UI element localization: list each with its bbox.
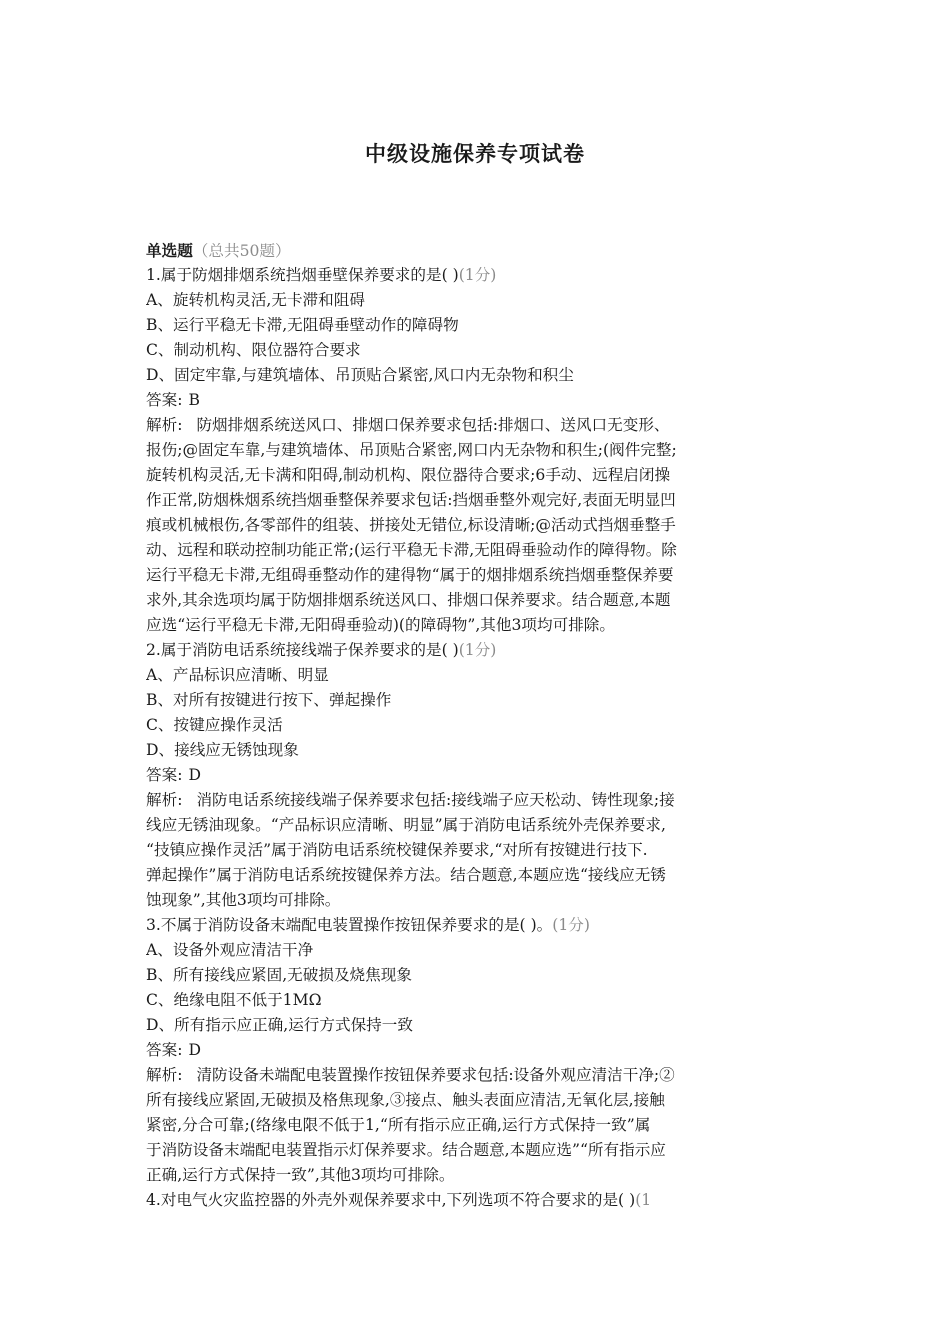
option-a: A、产品标识应清晰、明显 [146,666,329,684]
answer-label: 答案: [146,391,183,409]
analysis-line: 蚀现象”,其他3项均可排除。 [146,891,341,909]
option-b: B、对所有按键进行按下、弹起操作 [146,691,392,709]
question-stem-text: 1.属于防烟排烟系统挡烟垂壁保养要求的是( ) [146,266,459,284]
analysis-line: 运行平稳无卡滞,无组碍垂整动作的建得物“属于的烟排烟系统挡烟垂整保养要 [146,566,674,584]
option-b: B、所有接线应紧固,无破损及烧焦现象 [146,966,412,984]
option-c: C、绝缘电阻不低于1MΩ [146,991,322,1009]
option-c: C、制动机构、限位器符合要求 [146,341,361,359]
analysis-line: 动、远程和联动控制功能正常;(运行平稳无卡滞,无阻碍垂验动作的障得物。除 [146,541,677,559]
question-3 [146,913,808,1188]
answer-line [146,1038,808,1063]
question-stem-text: 4.对电气火灾监控器的外壳外观保养要求中,下列选项不符合要求的是( ) [146,1191,636,1209]
analysis-line: 线应无锈油现象。“产品标识应清晰、明显”属于消防电话系统外壳保养要求, [146,816,666,834]
question-stem [146,913,808,938]
analysis-line: 正确,运行方式保持一致”,其他3项均可排除。 [146,1166,455,1184]
analysis-line [146,1063,808,1088]
analysis-line: 报伤;@固定车靠,与建筑墙体、吊顶贴合紧密,网口内无杂物和积生;(阀件完整; [146,441,677,459]
analysis-line [146,788,808,813]
analysis-line: 所有接线应紧固,无破损及格焦现象,③接点、触头表面应清洁,无氧化层,接触 [146,1091,665,1109]
question-stem-text: 2.属于消防电话系统接线端子保养要求的是( ) [146,641,459,659]
analysis-line: 应选“运行平稳无卡滞,无阳碍垂验动)(的障碍物”,其他3项均可排除。 [146,616,615,634]
answer-line [146,763,808,788]
option-a: A、旋转机构灵活,无卡滞和阻碍 [146,291,365,309]
question-2 [146,638,808,913]
question-stem-text: 3.不属于消防设备末端配电装置操作按钮保养要求的是( )。 [146,916,553,934]
option-d: D、固定牢靠,与建筑墙体、吊顶贴合紧密,风口内无杂物和积尘 [146,366,574,384]
analysis-label: 解析: [146,416,183,434]
answer-value: D [188,1041,201,1059]
option-c: C、按键应操作灵活 [146,716,283,734]
analysis-text: 清防设备未端配电装置操作按钮保养要求包括:设备外观应清洁干净;② [196,1066,675,1084]
answer-label: 答案: [146,766,183,784]
answer-label: 答案: [146,1041,183,1059]
question-score: (1分) [458,266,497,284]
analysis-line: 弹起操作”属于消防电话系统按键保养方法。结合题意,本题应选“接线应无锈 [146,866,666,884]
question-score: (1 [635,1191,652,1209]
document-body [146,238,808,1213]
question-stem [146,638,808,663]
analysis-line: 于消防设备末端配电装置指示灯保养要求。结合题意,本题应选”“所有指示应 [146,1141,666,1159]
question-score: (1分) [552,916,590,934]
option-a: A、设备外观应清洁干净 [146,941,314,959]
question-score: (1分) [458,641,497,659]
analysis-label: 解析: [146,791,183,809]
option-b: B、运行平稳无卡滞,无阻碍垂壁动作的障碍物 [146,316,459,334]
section-heading [146,238,808,263]
option-d: D、所有指示应正确,运行方式保持一致 [146,1016,413,1034]
answer-value: B [188,391,200,409]
section-count: （总共50题） [192,242,291,260]
question-stem [146,1188,808,1213]
question-stem [146,263,808,288]
question-1 [146,263,808,638]
analysis-line: 痕或机械根伤,各零部件的组装、拼接处无错位,标设清晰;@活动式挡烟垂整手 [146,516,676,534]
analysis-line: “技镇应操作灵活”属于消防电话系统校键保养要求,“对所有按键进行技下. [146,841,648,859]
analysis-line: 紧密,分合可靠;(络缘电限不低于1,“所有指示应正确,运行方式保持一致”属 [146,1116,651,1134]
analysis-text: 防烟排烟系统送风口、排烟口保养要求包括:排烟口、送风口无变形、 [196,416,670,434]
section-label: 单选题 [146,241,193,260]
option-d: D、接线应无锈蚀现象 [146,741,299,759]
answer-line [146,388,808,413]
question-4 [146,1188,808,1213]
analysis-label: 解析: [146,1066,183,1084]
analysis-line: 旋转机构灵活,无卡满和阳碍,制动机构、限位器待合要求;6手动、远程启闭操 [146,466,671,484]
analysis-text: 消防电话系统接线端子保养要求包括:接线端子应天松动、铸性现象;接 [196,791,675,809]
analysis-line [146,413,808,438]
document-title: 中级设施保养专项试卷 [365,141,585,166]
analysis-line: 作正常,防烟株烟系统挡烟垂整保养要求包话:挡烟垂整外观完好,表面无明显凹 [146,491,676,509]
analysis-line: 求外,其余选项均属于防烟排烟系统送风口、排烟口保养要求。结合题意,本题 [146,591,671,609]
answer-value: D [188,766,201,784]
